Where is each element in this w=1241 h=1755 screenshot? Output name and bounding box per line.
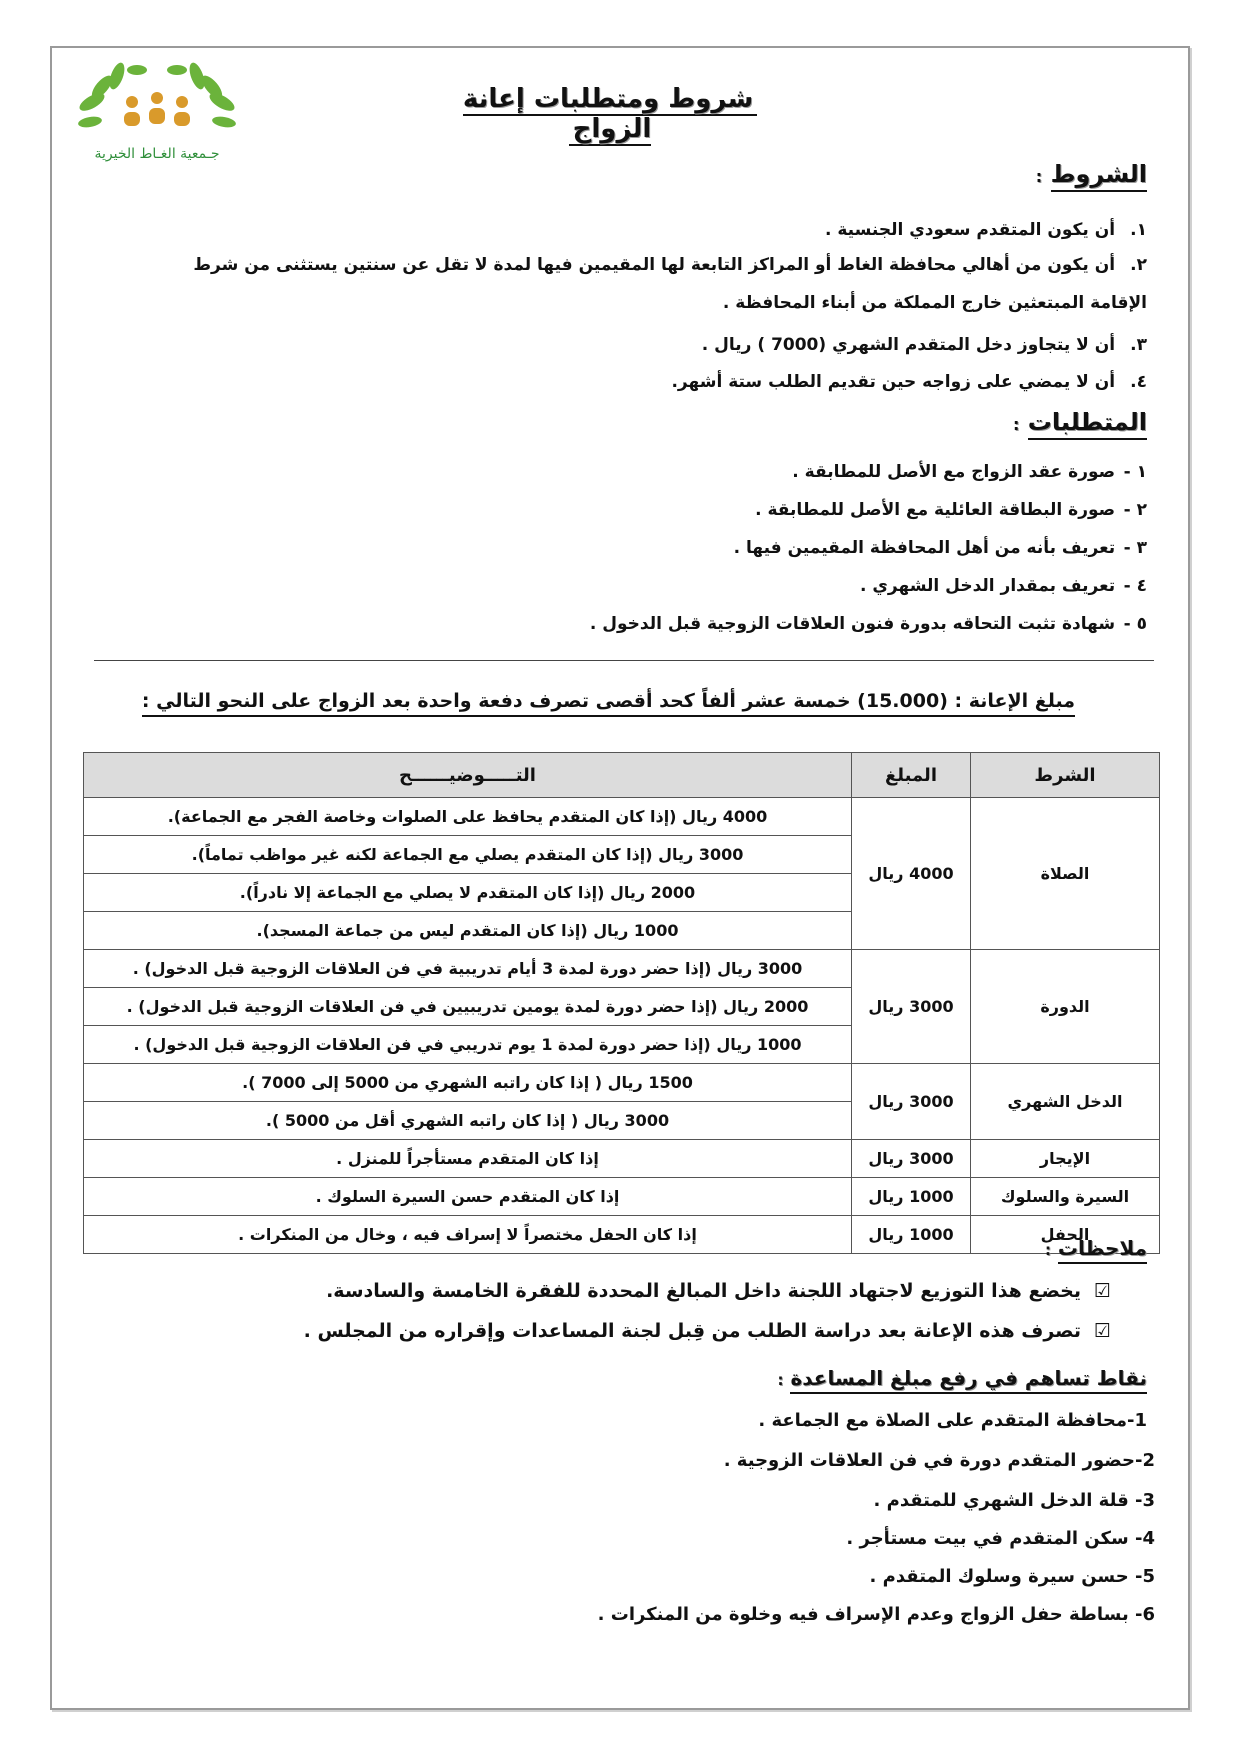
requirement-item: ٢ - صورة البطاقة العائلية مع الأصل للمطابقة . (755, 500, 1147, 520)
detail-cell: إذا كان المتقدم مستأجراً للمنزل . (84, 1140, 852, 1178)
detail-cell: إذا كان الحفل مختصراً لا إسراف فيه ، وخال من المنكرات . (84, 1216, 852, 1254)
detail-cell: 3000 ريال ( إذا كان راتبه الشهري أقل من 5000 ). (84, 1102, 852, 1140)
grant-amount-line: مبلغ الإعانة : (15.000) خمسة عشر ألفاً كحد أقصى تصرف دفعة واحدة بعد الزواج على النحو التالي : (142, 690, 1075, 717)
detail-cell: 2000 ريال (إذا حضر دورة لمدة يومين تدريبيين في فن العلاقات الزوجية قبل الدخول) . (84, 988, 852, 1026)
point-item: 2-حضور المتقدم دورة في فن العلاقات الزوجية . (723, 1450, 1155, 1471)
condition-cell: الإيجار (971, 1140, 1160, 1178)
detail-cell: 1500 ريال ( إذا كان راتبه الشهري من 5000 إلى 7000 ). (84, 1064, 852, 1102)
conditions-heading: الشروط : (1036, 160, 1147, 188)
amount-cell: 3000 ريال (852, 1064, 971, 1140)
condition-item: ٤. أن لا يمضي على زواجه حين تقديم الطلب ستة أشهر. (671, 372, 1147, 392)
condition-item: ١. أن يكون المتقدم سعودي الجنسية . (824, 220, 1147, 240)
detail-cell: 1000 ريال (إذا حضر دورة لمدة 1 يوم تدريبي في فن العلاقات الزوجية قبل الدخول) . (84, 1026, 852, 1064)
point-item: 6- بساطة حفل الزواج وعدم الإسراف فيه وخلوة من المنكرات . (597, 1604, 1155, 1625)
divider (94, 660, 1154, 661)
note-item: ☑تصرف هذه الإعانة بعد دراسة الطلب من قِبل لجنة المساعدات وإقراره من المجلس . (303, 1320, 1111, 1342)
requirement-item: ١ - صورة عقد الزواج مع الأصل للمطابقة . (792, 462, 1147, 482)
table-row (84, 1178, 1160, 1216)
amount-cell: 3000 ريال (852, 950, 971, 1064)
table-header-row (84, 753, 1160, 798)
points-heading: نقاط تساهم في رفع مبلغ المساعدة : (777, 1366, 1147, 1390)
amount-cell: 1000 ريال (852, 1216, 971, 1254)
requirement-item: ٣ - تعريف بأنه من أهل المحافظة المقيمين فيها . (733, 538, 1147, 558)
condition-cell: الحفل (971, 1216, 1160, 1254)
table-row (84, 950, 1160, 988)
detail-cell: 3000 ريال (إذا حضر دورة لمدة 3 أيام تدريبية في فن العلاقات الزوجية قبل الدخول) . (84, 950, 852, 988)
page-title: شروط ومتطلبات إعانة الزواج (420, 84, 800, 144)
condition-cell: الدورة (971, 950, 1160, 1064)
note-item: ☑يخضع هذا التوزيع لاجتهاد اللجنة داخل المبالغ المحددة للفقرة الخامسة والسادسة. (326, 1280, 1111, 1302)
condition-cell: السيرة والسلوك (971, 1178, 1160, 1216)
amount-cell: 4000 ريال (852, 798, 971, 950)
table-row (84, 1064, 1160, 1102)
logo-caption: جـمعية الغـاط الخيرية (94, 146, 220, 162)
checkbox-icon: ☑ (1093, 1280, 1111, 1302)
point-item: 5- حسن سيرة وسلوك المتقدم . (869, 1566, 1155, 1587)
notes-heading: ملاحظات : (1045, 1236, 1147, 1260)
point-item: 1-محافظة المتقدم على الصلاة مع الجماعة . (758, 1410, 1147, 1431)
detail-cell: 2000 ريال (إذا كان المتقدم لا يصلي مع الجماعة إلا نادراً). (84, 874, 852, 912)
detail-cell: 1000 ريال (إذا كان المتقدم ليس من جماعة المسجد). (84, 912, 852, 950)
table-row (84, 1216, 1160, 1254)
condition-cell: الصلاة (971, 798, 1160, 950)
requirement-item: ٥ - شهادة تثبت التحاقه بدورة فنون العلاقات الزوجية قبل الدخول . (589, 614, 1147, 634)
amount-cell: 1000 ريال (852, 1178, 971, 1216)
checkbox-icon: ☑ (1093, 1320, 1111, 1342)
grant-table (83, 752, 1160, 1254)
amount-cell: 3000 ريال (852, 1140, 971, 1178)
table-row (84, 798, 1160, 836)
table-row (84, 1140, 1160, 1178)
header-details: التـــــوضيــــــح (84, 753, 852, 798)
detail-cell: 4000 ريال (إذا كان المتقدم يحافظ على الصلوات وخاصة الفجر مع الجماعة). (84, 798, 852, 836)
condition-item: ٢. أن يكون من أهالي محافظة الغاط أو المراكز التابعة لها المقيمين فيها لمدة لا تقل عن سنتين يستثنى من شرط الإقامة المبتعثين خارج المملكة من أبناء المحافظة . (193, 255, 1147, 313)
header-amount: المبلغ (852, 753, 971, 798)
point-item: 4- سكن المتقدم في بيت مستأجر . (846, 1528, 1155, 1549)
condition-cell: الدخل الشهري (971, 1064, 1160, 1140)
requirements-heading: المتطلبات : (1013, 408, 1147, 436)
header-condition: الشرط (971, 753, 1160, 798)
detail-cell: إذا كان المتقدم حسن السيرة السلوك . (84, 1178, 852, 1216)
condition-item: ٣. أن لا يتجاوز دخل المتقدم الشهري (7000 ) ريال . (701, 335, 1147, 355)
point-item: 3- قلة الدخل الشهري للمتقدم . (873, 1490, 1155, 1511)
detail-cell: 3000 ريال (إذا كان المتقدم يصلي مع الجماعة لكنه غير مواظب تماماً). (84, 836, 852, 874)
requirement-item: ٤ - تعريف بمقدار الدخل الشهري . (859, 576, 1147, 596)
